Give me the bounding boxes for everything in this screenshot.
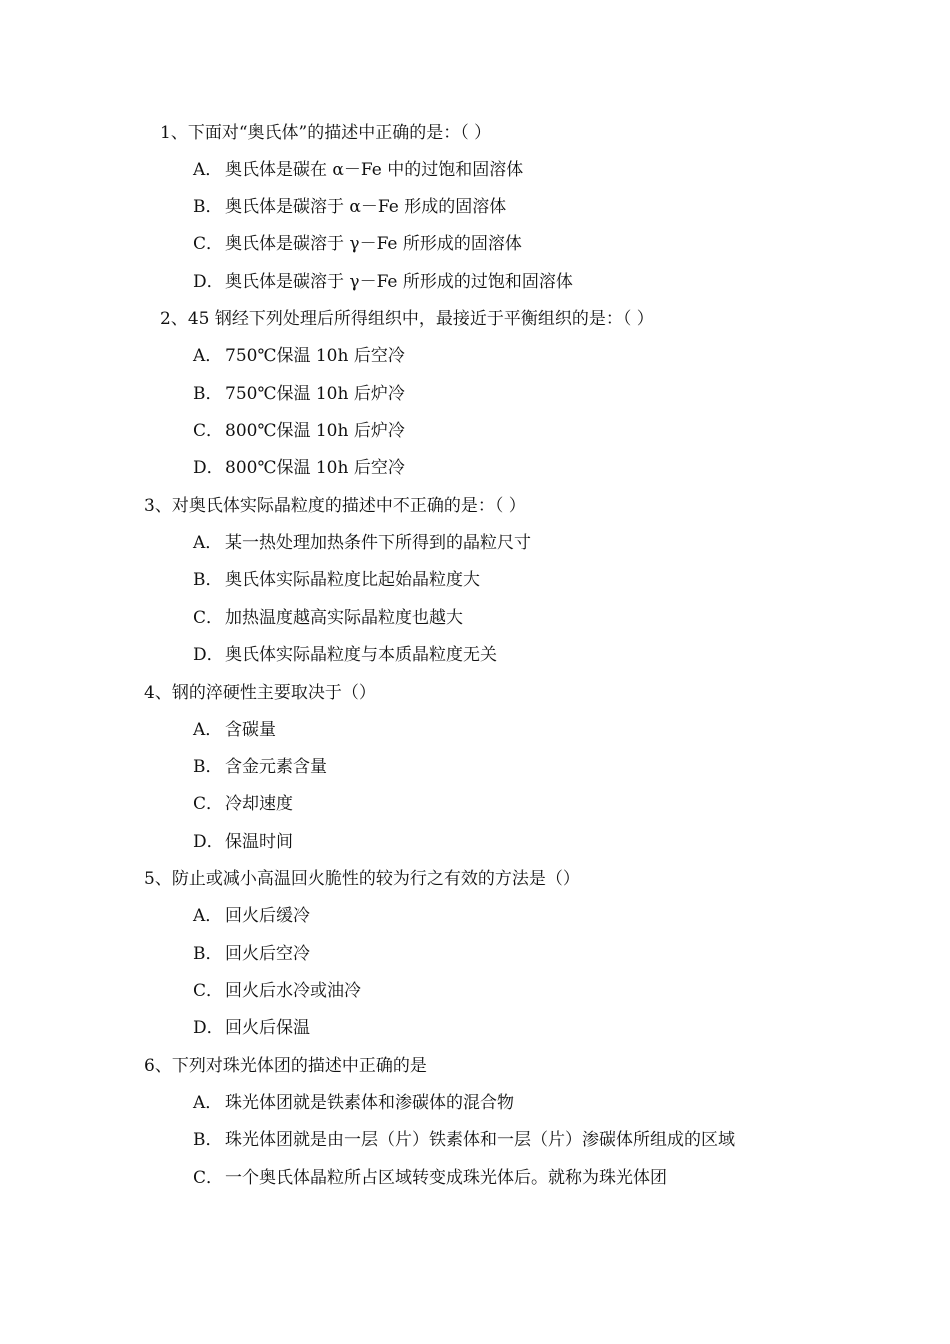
option-letter: A．: [193, 720, 223, 740]
option-text: 750℃保温 10h 后炉冷: [225, 384, 405, 404]
option-text: 奥氏体是碳在 α－Fe 中的过饱和固溶体: [225, 160, 524, 180]
option-letter: A．: [193, 906, 223, 926]
option-text: 珠光体团就是铁素体和渗碳体的混合物: [225, 1093, 514, 1113]
option-letter: A．: [193, 1093, 223, 1113]
option-letter: B．: [193, 757, 223, 777]
option-letter: C．: [193, 421, 224, 441]
question-3-option-a: [193, 531, 531, 555]
option-text: 冷却速度: [225, 794, 293, 814]
option-text: 回火后缓冷: [225, 906, 310, 926]
question-5-option-b: [193, 942, 310, 966]
option-letter: A．: [193, 533, 223, 553]
question-6-stem: 6、下列对珠光体团的描述中正确的是: [144, 1056, 427, 1076]
option-text: 回火后空冷: [225, 944, 310, 964]
question-2-option-b: [193, 382, 405, 406]
option-letter: D．: [193, 645, 224, 665]
option-text: 加热温度越高实际晶粒度也越大: [225, 608, 463, 628]
option-letter: C．: [193, 794, 224, 814]
option-letter: C．: [193, 608, 224, 628]
option-text: 含金元素含量: [225, 757, 327, 777]
option-letter: D．: [193, 458, 224, 478]
option-text: 奥氏体是碳溶于 γ－Fe 所形成的过饱和固溶体: [225, 272, 573, 292]
question-3-option-b: [193, 568, 480, 592]
question-1-stem: 1、下面对“奥氏体”的描述中正确的是：（ ）: [160, 123, 492, 143]
option-text: 珠光体团就是由一层（片）铁素体和一层（片）渗碳体所组成的区域: [225, 1130, 735, 1150]
question-5-option-a: [193, 904, 310, 928]
option-text: 800℃保温 10h 后炉冷: [225, 421, 405, 441]
option-letter: B．: [193, 944, 223, 964]
question-2-stem: 2、45 钢经下列处理后所得组织中，最接近于平衡组织的是：（ ）: [160, 309, 654, 329]
question-5-stem: 5、防止或减小高温回火脆性的较为行之有效的方法是（）: [144, 869, 580, 889]
option-text: 800℃保温 10h 后空冷: [225, 458, 405, 478]
question-4-option-d: [193, 830, 293, 854]
option-text: 奥氏体实际晶粒度与本质晶粒度无关: [225, 645, 497, 665]
option-letter: A．: [193, 346, 223, 366]
question-6-option-a: [193, 1091, 514, 1115]
question-5-option-c: [193, 979, 361, 1003]
question-1-option-b: [193, 195, 506, 219]
option-letter: D．: [193, 832, 224, 852]
option-letter: B．: [193, 570, 223, 590]
question-4-stem: 4、钢的淬硬性主要取决于（）: [144, 683, 376, 703]
question-6-option-c: [193, 1166, 667, 1190]
question-1-option-a: [193, 158, 523, 182]
question-2-option-d: [193, 456, 405, 480]
option-letter: A．: [193, 160, 223, 180]
option-text: 回火后保温: [225, 1018, 310, 1038]
option-text: 保温时间: [225, 832, 293, 852]
question-4-option-a: [193, 718, 276, 742]
question-3-stem: 3、对奥氏体实际晶粒度的描述中不正确的是：（ ）: [144, 496, 526, 516]
question-4-option-b: [193, 755, 327, 779]
option-text: 含碳量: [225, 720, 276, 740]
option-text: 一个奥氏体晶粒所占区域转变成珠光体后。就称为珠光体团: [225, 1168, 667, 1188]
option-text: 奥氏体是碳溶于 γ－Fe 所形成的固溶体: [225, 234, 522, 254]
question-4-option-c: [193, 792, 293, 816]
question-1-option-c: [193, 232, 522, 256]
question-6-option-b: [193, 1128, 735, 1152]
option-text: 奥氏体是碳溶于 α－Fe 形成的固溶体: [225, 197, 507, 217]
question-2-option-a: [193, 344, 405, 368]
option-letter: C．: [193, 234, 224, 254]
option-letter: D．: [193, 1018, 224, 1038]
option-letter: B．: [193, 197, 223, 217]
option-text: 回火后水冷或油冷: [225, 981, 361, 1001]
option-letter: B．: [193, 1130, 223, 1150]
question-1-option-d: [193, 270, 573, 294]
option-letter: C．: [193, 1168, 224, 1188]
option-letter: B．: [193, 384, 223, 404]
question-3-option-d: [193, 643, 497, 667]
option-letter: D．: [193, 272, 224, 292]
option-text: 奥氏体实际晶粒度比起始晶粒度大: [225, 570, 480, 590]
option-letter: C．: [193, 981, 224, 1001]
option-text: 750℃保温 10h 后空冷: [225, 346, 405, 366]
question-5-option-d: [193, 1016, 310, 1040]
option-text: 某一热处理加热条件下所得到的晶粒尺寸: [225, 533, 531, 553]
question-3-option-c: [193, 606, 463, 630]
question-2-option-c: [193, 419, 405, 443]
